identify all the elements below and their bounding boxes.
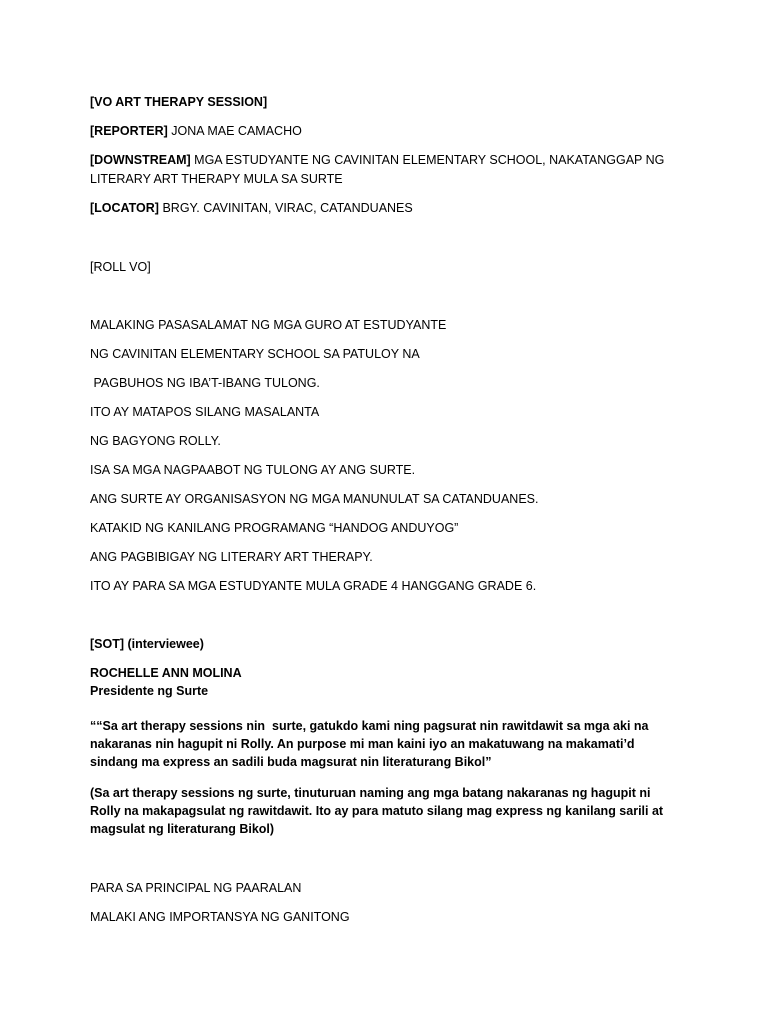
quote-tagalog: (Sa art therapy sessions ng surte, tinuturuan naming ang mga batang nakaranas ng hagupit ni Rolly na makapagsulat ng rawitdawit. Ito ay para matuto silang mag express ng kanilang sarili at magsulat ng literaturang Bikol)	[90, 786, 664, 836]
locator-line	[90, 199, 690, 217]
vo-line: ISA SA MGA NAGPAABOT NG TULONG AY ANG SURTE.	[90, 463, 416, 477]
sot-label: [SOT] (interviewee)	[90, 637, 204, 651]
downstream-label: [DOWNSTREAM]	[90, 153, 191, 167]
closing-line: MALAKI ANG IMPORTANSYA NG GANITONG	[90, 910, 350, 924]
vo-line: ITO AY PARA SA MGA ESTUDYANTE MULA GRADE 4 HANGGANG GRADE 6.	[90, 579, 537, 593]
slug-line: [VO ART THERAPY SESSION]	[90, 95, 268, 109]
locator-value: BRGY. CAVINITAN, VIRAC, CATANDUANES	[158, 201, 413, 215]
reporter-value: JONA MAE CAMACHO	[167, 124, 302, 138]
downstream-value-1: MGA ESTUDYANTE NG CAVINITAN ELEMENTARY SCHOOL, NAKATANGGAP NG	[190, 153, 665, 167]
vo-line: ITO AY MATAPOS SILANG MASALANTA	[90, 405, 320, 419]
reporter-line	[90, 122, 690, 140]
vo-line: KATAKID NG KANILANG PROGRAMANG “HANDOG ANDUYOG”	[90, 521, 459, 535]
roll-vo-cue: [ROLL VO]	[90, 260, 151, 274]
reporter-label: [REPORTER]	[90, 124, 168, 138]
interviewee-name: ROCHELLE ANN MOLINA	[90, 666, 242, 680]
locator-label: [LOCATOR]	[90, 201, 159, 215]
vo-line: ANG PAGBIBIGAY NG LITERARY ART THERAPY.	[90, 550, 373, 564]
interviewee-title: Presidente ng Surte	[90, 684, 209, 698]
vo-line: NG CAVINITAN ELEMENTARY SCHOOL SA PATULOY NA	[90, 347, 420, 361]
quote-bikol: ““Sa art therapy sessions nin surte, gatukdo kami ning pagsurat nin rawitdawit sa mga aki na nakaranas nin hagupit ni Rolly. An purpose mi man kaini iyo an makatuwang na makamati’d sindang ma express an sadili buda magsurat nin literaturang Bikol”	[90, 719, 652, 769]
downstream-value-2: LITERARY ART THERAPY MULA SA SURTE	[90, 172, 343, 186]
vo-line: MALAKING PASASALAMAT NG MGA GURO AT ESTUDYANTE	[90, 318, 447, 332]
vo-line: PAGBUHOS NG IBA’T-IBANG TULONG.	[90, 376, 320, 390]
vo-line: NG BAGYONG ROLLY.	[90, 434, 221, 448]
downstream-line	[90, 151, 690, 169]
closing-line: PARA SA PRINCIPAL NG PAARALAN	[90, 881, 302, 895]
vo-line: ANG SURTE AY ORGANISASYON NG MGA MANUNULAT SA CATANDUANES.	[90, 492, 539, 506]
